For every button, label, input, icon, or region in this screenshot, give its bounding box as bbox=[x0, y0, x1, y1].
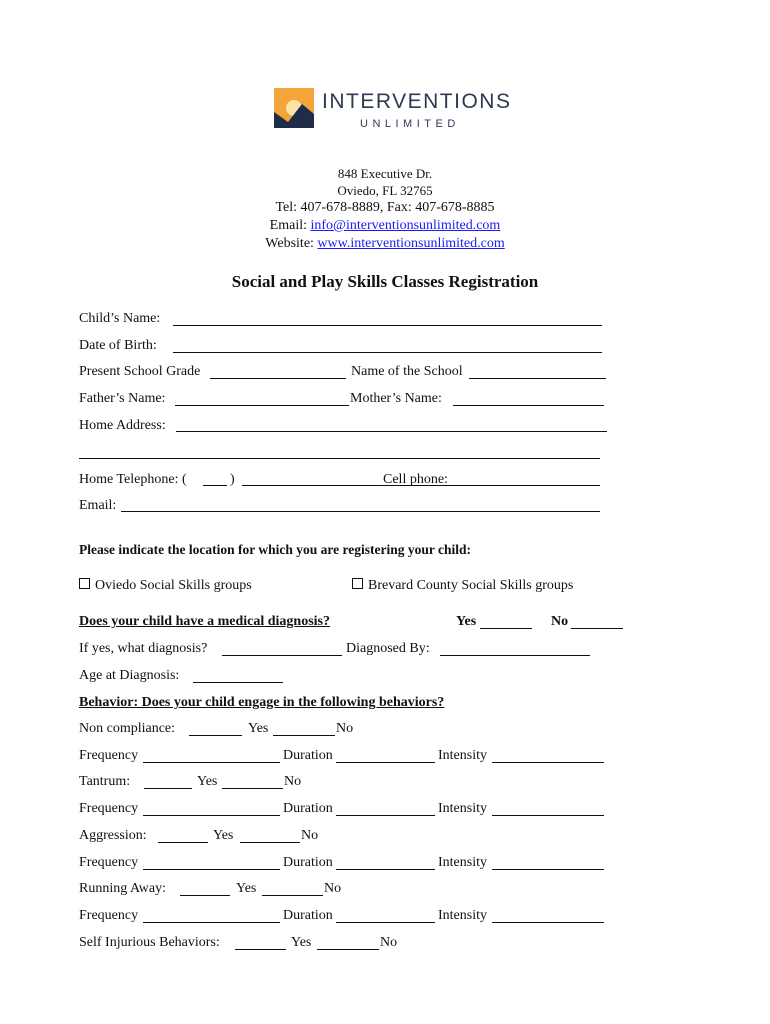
address-label: Home Address: bbox=[79, 418, 166, 433]
behavior-no-label: No bbox=[324, 881, 342, 896]
brevard-option[interactable] bbox=[352, 578, 573, 594]
frequency-field[interactable] bbox=[143, 762, 280, 763]
duration-label: Duration bbox=[283, 801, 333, 816]
medical-yes-label: Yes bbox=[456, 614, 477, 629]
area-code-field[interactable] bbox=[203, 485, 227, 486]
cell-label: Cell phone: bbox=[383, 472, 448, 487]
medical-question: Does your child have a medical diagnosis? bbox=[79, 614, 330, 629]
mother-field[interactable] bbox=[453, 405, 604, 406]
frequency-field[interactable] bbox=[143, 922, 280, 923]
email-link[interactable]: info@interventionsunlimited.com bbox=[310, 218, 501, 233]
diagnosed-by-field[interactable] bbox=[440, 655, 590, 656]
medical-no-label: No bbox=[551, 614, 569, 629]
diagnosed-by-label: Diagnosed By: bbox=[346, 641, 430, 656]
behavior-yes-field[interactable] bbox=[262, 895, 323, 896]
frequency-label: Frequency bbox=[79, 801, 139, 816]
behavior-yes-label: Yes bbox=[213, 828, 234, 843]
brevard-label: Brevard County Social Skills groups bbox=[368, 578, 574, 593]
home-tel-label: Home Telephone: ( bbox=[79, 472, 187, 487]
intensity-label: Intensity bbox=[438, 748, 487, 763]
behavior-blank[interactable] bbox=[144, 788, 192, 789]
sun-over-mountains-icon bbox=[274, 88, 314, 128]
intensity-field[interactable] bbox=[492, 922, 604, 923]
oviedo-checkbox[interactable] bbox=[79, 578, 90, 589]
behavior-no-label: No bbox=[380, 935, 398, 950]
behavior-label: Aggression: bbox=[79, 828, 147, 843]
mother-label: Mother’s Name: bbox=[350, 391, 442, 406]
age-diagnosis-label: Age at Diagnosis: bbox=[79, 668, 180, 683]
behavior-yes-label: Yes bbox=[236, 881, 257, 896]
phone-fax-line: Tel: 407-678-8889, Fax: 407-678-8885 bbox=[275, 200, 495, 215]
intensity-field[interactable] bbox=[492, 762, 604, 763]
behavior-yes-field[interactable] bbox=[240, 842, 300, 843]
frequency-field[interactable] bbox=[143, 869, 280, 870]
duration-field[interactable] bbox=[336, 922, 435, 923]
home-tel-paren: ) bbox=[230, 472, 235, 487]
frequency-label: Frequency bbox=[79, 908, 139, 923]
duration-field[interactable] bbox=[336, 815, 435, 816]
behavior-no-label: No bbox=[336, 721, 354, 736]
behavior-yes-label: Yes bbox=[248, 721, 269, 736]
intensity-field[interactable] bbox=[492, 815, 604, 816]
behavior-yes-label: Yes bbox=[197, 774, 218, 789]
form-email-field[interactable] bbox=[121, 511, 600, 512]
dob-label: Date of Birth: bbox=[79, 338, 157, 353]
duration-label: Duration bbox=[283, 855, 333, 870]
frequency-field[interactable] bbox=[143, 815, 280, 816]
oviedo-option[interactable] bbox=[79, 578, 252, 594]
behavior-no-label: No bbox=[301, 828, 319, 843]
behavior-yes-field[interactable] bbox=[317, 949, 379, 950]
duration-label: Duration bbox=[283, 748, 333, 763]
behavior-label: Non compliance: bbox=[79, 721, 176, 736]
email-label: Email: bbox=[269, 218, 311, 233]
intensity-field[interactable] bbox=[492, 869, 604, 870]
what-diagnosis-field[interactable] bbox=[222, 655, 342, 656]
child-name-label: Child’s Name: bbox=[79, 311, 161, 326]
intensity-label: Intensity bbox=[438, 908, 487, 923]
grade-field[interactable] bbox=[210, 378, 346, 379]
oviedo-label: Oviedo Social Skills groups bbox=[95, 578, 252, 593]
father-field[interactable] bbox=[175, 405, 349, 406]
school-field[interactable] bbox=[469, 378, 606, 379]
behavior-question: Behavior: Does your child engage in the following behaviors? bbox=[79, 695, 445, 710]
form-email-label: Email: bbox=[79, 498, 117, 513]
age-diagnosis-field[interactable] bbox=[193, 682, 283, 683]
intensity-label: Intensity bbox=[438, 801, 487, 816]
website-label: Website: bbox=[265, 236, 318, 251]
frequency-label: Frequency bbox=[79, 855, 139, 870]
medical-no-field[interactable] bbox=[571, 628, 623, 629]
behavior-label: Running Away: bbox=[79, 881, 166, 896]
frequency-label: Frequency bbox=[79, 748, 139, 763]
address-field-2[interactable] bbox=[79, 458, 600, 459]
behavior-blank[interactable] bbox=[158, 842, 208, 843]
website-link[interactable]: www.interventionsunlimited.com bbox=[317, 236, 505, 251]
duration-label: Duration bbox=[283, 908, 333, 923]
behavior-no-label: No bbox=[284, 774, 302, 789]
logo-mark bbox=[274, 88, 314, 128]
behavior-label: Self Injurious Behaviors: bbox=[79, 935, 220, 950]
father-label: Father’s Name: bbox=[79, 391, 166, 406]
behavior-label: Tantrum: bbox=[79, 774, 131, 789]
address-line-2: Oviedo, FL 32765 bbox=[337, 183, 433, 198]
duration-field[interactable] bbox=[336, 869, 435, 870]
brand-name: INTERVENTIONS bbox=[322, 90, 512, 113]
intensity-label: Intensity bbox=[438, 855, 487, 870]
child-name-field[interactable] bbox=[173, 325, 602, 326]
behavior-blank[interactable] bbox=[180, 895, 230, 896]
school-label: Name of the School bbox=[351, 364, 463, 379]
behavior-blank[interactable] bbox=[235, 949, 286, 950]
address-line-1: 848 Executive Dr. bbox=[337, 166, 433, 181]
medical-yes-field[interactable] bbox=[480, 628, 532, 629]
location-question: Please indicate the location for which you are registering your child: bbox=[79, 542, 471, 557]
email-line bbox=[0, 218, 770, 234]
dob-field[interactable] bbox=[173, 352, 602, 353]
address-field-1[interactable] bbox=[176, 431, 607, 432]
grade-label: Present School Grade bbox=[79, 364, 201, 379]
page-title: Social and Play Skills Classes Registration bbox=[231, 272, 539, 291]
brevard-checkbox[interactable] bbox=[352, 578, 363, 589]
what-diagnosis-label: If yes, what diagnosis? bbox=[79, 641, 208, 656]
behavior-yes-field[interactable] bbox=[273, 735, 335, 736]
behavior-yes-field[interactable] bbox=[222, 788, 283, 789]
duration-field[interactable] bbox=[336, 762, 435, 763]
behavior-blank[interactable] bbox=[189, 735, 242, 736]
brand-tagline: UNLIMITED bbox=[360, 118, 460, 130]
website-line bbox=[0, 236, 770, 252]
behavior-yes-label: Yes bbox=[291, 935, 312, 950]
